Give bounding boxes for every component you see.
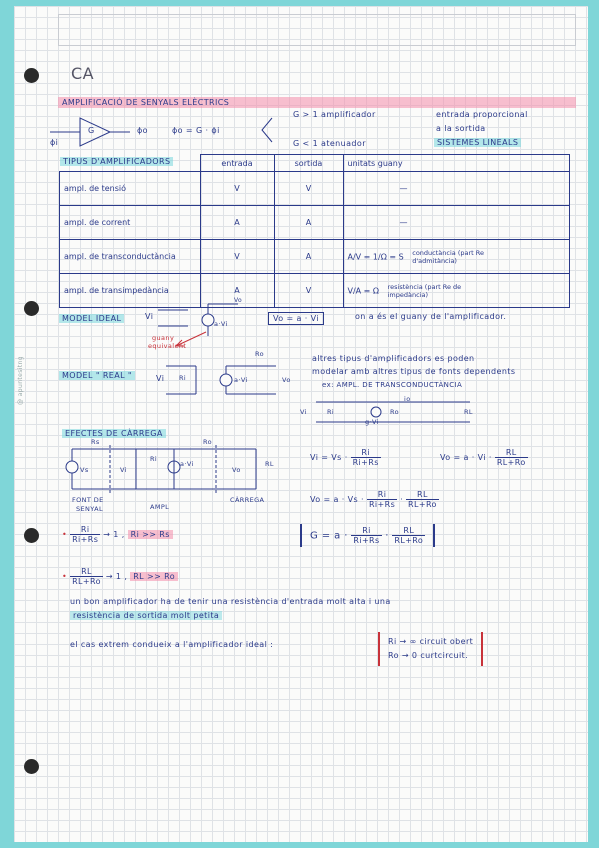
row-input: V [200,240,274,274]
ideal-condition-ri: Ri → ∞ circuit obert [388,637,474,646]
transconductance-ro: Ro [390,408,400,416]
label-load: CÀRREGA [230,496,265,504]
table-row [60,274,570,308]
table-row [60,172,570,206]
row-output: V [274,172,343,206]
condition-input: • $\frac{Ri}{Ri+Rs}$ → 1 , Ri >> Rs [62,525,173,544]
label-amp: AMPL [150,503,170,511]
loading-rl: RL [265,460,274,468]
column-header-input: entrada [200,155,274,172]
table-row [60,240,570,274]
cond1-den: Ri+Rs [72,535,99,544]
cond2-num: RL [70,567,103,577]
note-proportional: entrada proporcional [436,110,528,119]
row-output: A [274,240,343,274]
row-output: A [274,206,343,240]
eq3-den2: RL+Ro [408,500,437,509]
linear-systems: SISTEMES LINEALS [434,138,521,147]
eq-vi-den: Ri+Rs [352,458,379,467]
real-text-1: altres tipus d'amplificadors es poden [312,354,475,363]
eq3-num2: RL [406,490,439,500]
real-text-3: ex: AMPL. DE TRANSCONDUCTÀNCIA [322,381,463,389]
row-input: A [200,206,274,240]
gain-note: guany [152,334,175,342]
column-header-output: sortida [274,155,343,172]
ideal-description: on a és el guany de l'amplificador. [355,312,507,321]
label-source-1: FONT DE [72,496,104,504]
eq-vi-num: Ri [351,448,381,458]
row-units: A/V = 1/Ω = S [347,252,404,261]
cond2-highlight: RL >> Ro [130,572,178,581]
transconductance-vi: Vi [300,408,307,416]
real-vi-label: Vi [156,374,165,383]
real-vo-label: Vo [282,376,291,384]
cond1-num: Ri [70,525,100,535]
ideal-formula: Vo = a · Vi [268,312,324,325]
ideal-vi-label: Vi [145,312,154,321]
transconductance-rl: RL [464,408,473,416]
input-label: ϕi [50,138,59,147]
geq-den2: RL+Ro [394,536,424,545]
loading-rs: Rs [91,438,100,446]
case-amplifier: G > 1 amplificador [293,110,376,119]
loading-avi: a·Vi [180,460,194,468]
ideal-condition-ro: Ro → 0 curtcircuit. [388,651,469,660]
binder-hole [24,759,39,774]
row-units-cell [343,240,569,274]
ideal-source-label: a·Vi [214,320,228,328]
conclusion-line-3: el cas extrem condueix a l'amplificador ideal : [70,640,274,649]
watermark: @ apuntesitng [17,356,24,405]
section-heading-amplification: AMPLIFICACIÓ DE SENYALS ELÈCTRICS [58,97,576,108]
ideal-conditions-box [378,632,483,666]
geq-den1: Ri+Rs [353,536,380,545]
real-model-heading: MODEL " REAL " [59,371,135,380]
eq-vi-left: Vi = Vs · [310,453,348,462]
loading-vs: Vs [80,466,89,474]
binder-hole [24,528,39,543]
note-output: a la sortida [436,124,486,133]
transconductance-ri: Ri [327,408,335,416]
cond2-den: RL+Ro [72,577,101,586]
eq-vo-left: Vo = a · Vi · [440,453,492,462]
row-input: V [200,172,274,206]
loading-circuit-diagram [66,445,296,495]
eq3-left: Vo = a · Vs · [310,495,364,504]
conclusion-line-1: un bon amplificador ha de tenir una resistència d'entrada molt alta i una [70,597,391,606]
row-input: A [200,274,274,308]
table-row [60,206,570,240]
gain-equation: ϕo = G · ϕi [172,126,220,135]
cond1-highlight: Ri >> Rs [128,530,173,539]
row-note: resistència (part Re de impedància) [387,282,462,299]
row-units-cell [343,274,569,308]
label-source-2: SENYAL [76,505,104,513]
equation-vo [440,448,528,467]
condition-output: • $\frac{RL}{RL+Ro}$ → 1 , RL >> Ro [62,567,178,586]
geq-num2: RL [392,526,425,536]
row-note: conductància (part Re d'admitància) [412,248,484,265]
loading-ro: Ro [203,438,213,446]
eq-vo-den: RL+Ro [496,458,526,467]
row-name: ampl. de tensió [60,172,201,206]
case-attenuator: G < 1 atenuador [293,139,366,148]
gain-equation-boxed: G = a · $\frac{Ri}{Ri+Rs}$ · $\frac{RL}{RL+Ro}$ [300,524,435,547]
cond1-tail: → 1 , [103,530,125,539]
equation-vo-full: Vo = a · Vs · $\frac{Ri}{Ri+Rs}$ · $\frac{RL}{RL+Ro}$ [310,490,437,509]
brace-icon [258,116,278,146]
page-title: CA [71,64,94,83]
transconductance-gvi: g·Vi [365,418,379,426]
loading-ri: Ri [150,455,158,463]
table-heading: TIPUS D'AMPLIFICADORS [60,157,173,166]
row-output: V [274,274,343,308]
eq3-num1: Ri [367,490,397,500]
header-box [58,14,576,46]
loading-heading: EFECTES DE CÀRREGA [62,429,166,438]
binder-hole [24,301,39,316]
cond2-tail: → 1 , [105,572,128,581]
real-text-2: modelar amb altres tipus de fonts dependents [312,367,516,376]
row-units: — [343,172,569,206]
geq-left: G = a · [310,530,348,542]
eq3-den1: Ri+Rs [368,500,396,509]
geq-num1: Ri [351,526,381,536]
real-source-label: a·Vi [234,376,248,384]
ideal-vo-label: Vo [234,297,243,304]
row-name: ampl. de transimpedància [60,274,201,308]
amplifier-symbol-diagram [50,112,170,152]
conclusion-line-2: resistència de sortida molt petita [70,611,222,620]
amplifier-types-table [59,154,570,308]
gain-note-2: equivalent [148,342,187,350]
equation-vi [310,448,381,467]
output-label: ϕo [137,126,148,135]
row-name: ampl. de corrent [60,206,201,240]
ideal-model-heading: MODEL IDEAL [59,314,124,323]
column-header-units: unitats guany [343,155,569,172]
row-name: ampl. de transconductància [60,240,201,274]
loading-vi: Vi [120,466,127,474]
gain-symbol: G [88,126,95,135]
real-ro-label: Ro [255,350,265,358]
row-units: — [343,206,569,240]
eq-vo-num: RL [495,448,528,458]
binder-hole [24,68,39,83]
transconductance-io: io [404,395,411,403]
real-ri-label: Ri [179,374,187,382]
row-units: V/A = Ω [347,286,380,295]
loading-vo: Vo [232,466,241,474]
